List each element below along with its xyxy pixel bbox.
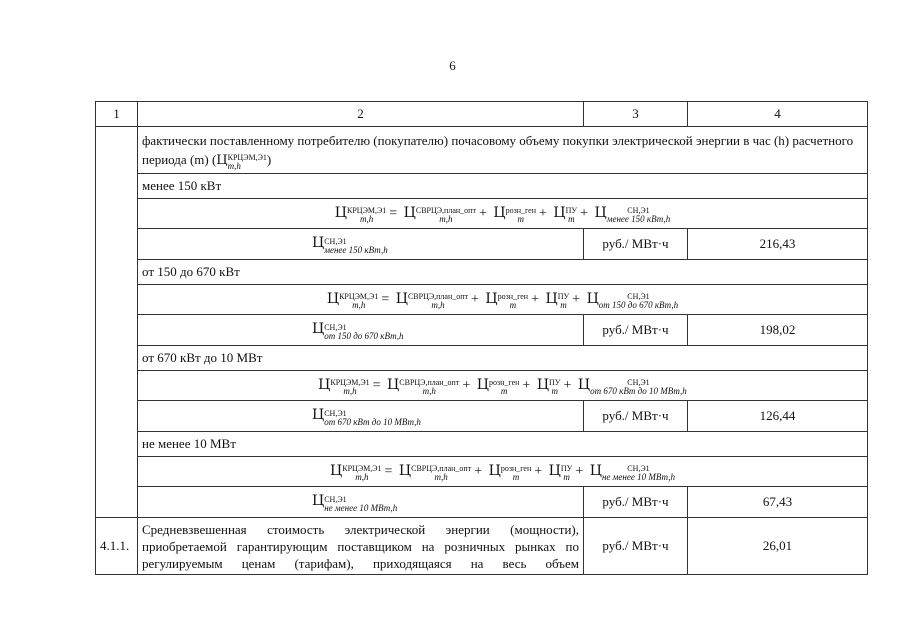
formula-term-2 [485, 290, 529, 311]
intro-symbol: Ц [216, 152, 228, 168]
section-title-row [96, 260, 868, 285]
formula-term-3 [553, 204, 578, 225]
index-sup: СН,Э1 [324, 494, 347, 504]
value-cell: 198,02 [688, 315, 868, 346]
header-col-3: 3 [584, 102, 688, 127]
index-sub: не менее 10 МВт,h [601, 472, 675, 483]
header-col-4: 4 [688, 102, 868, 127]
operator-plus: + [580, 205, 588, 221]
header-col-2: 2 [138, 102, 584, 127]
intro-sub: m,h [227, 161, 241, 172]
final-row-unit: руб./ МВт·ч [584, 518, 688, 575]
section-title-row [96, 174, 868, 199]
index-sub: m,h [439, 214, 453, 225]
index-sub: от 150 до 670 кВт,h [598, 300, 679, 311]
index-sup: СН,Э1 [324, 408, 347, 418]
formula [334, 204, 671, 225]
formula-row [96, 199, 868, 229]
formula-lhs [330, 462, 382, 483]
value-symbol-cell [138, 487, 584, 518]
index-sub: от 670 кВт до 10 МВт,h [324, 416, 421, 427]
index-sub: m [517, 214, 525, 225]
formula-term-1 [398, 462, 472, 483]
price-symbol: Ц [387, 376, 400, 393]
formula [318, 376, 687, 397]
unit-cell: руб./ МВт·ч [584, 229, 688, 260]
formula-term-2 [476, 376, 520, 397]
formula [326, 290, 679, 311]
intro-text-body: фактически поставленному потребителю (покупателю) почасовому объему покупки электрической энергии в час (h) расчетного периода (m) ( [142, 132, 854, 167]
formula-row [96, 285, 868, 315]
index-sup: розн_ген [505, 206, 537, 216]
section-title: не менее 10 МВт [138, 432, 868, 457]
section-title: от 150 до 670 кВт [138, 260, 868, 285]
price-symbol: Ц [312, 321, 325, 338]
price-symbol: Ц [312, 235, 325, 252]
price-symbol: Ц [488, 462, 501, 479]
value-cell: 67,43 [688, 487, 868, 518]
index-sup: СН,Э1 [627, 378, 650, 388]
index-sub: m [509, 300, 517, 311]
section-title: от 670 кВт до 10 МВт [138, 346, 868, 371]
price-symbol: Ц [330, 462, 343, 479]
row-number-cell [96, 127, 138, 518]
operator-plus: + [522, 377, 531, 393]
section-title-row [96, 432, 868, 457]
index-sup: КРЦЭМ,Э1 [347, 206, 387, 216]
formula-term-4 [589, 462, 675, 483]
index-sub: менее 150 кВт,h [606, 214, 671, 225]
formula-term-4 [586, 290, 679, 311]
index-sup: СН,Э1 [627, 206, 650, 216]
formula-lhs [318, 376, 370, 397]
value-symbol [312, 321, 404, 341]
index-sub: от 150 до 670 кВт,h [324, 330, 404, 341]
operator-plus: + [471, 291, 479, 307]
operator-plus: + [474, 463, 483, 479]
price-symbol: Ц [594, 204, 607, 221]
price-symbol: Ц [485, 290, 498, 307]
index-sub: m,h [422, 386, 436, 397]
price-symbol: Ц [536, 376, 550, 393]
value-cell: 216,43 [688, 229, 868, 260]
price-symbol: Ц [326, 290, 340, 307]
operator-plus: + [572, 291, 581, 307]
formula-term-2 [493, 204, 537, 225]
index-sub: m [568, 214, 575, 225]
index-sup: розн_ген [497, 292, 529, 302]
final-row-number: 4.1.1. [96, 518, 138, 575]
price-symbol: Ц [476, 376, 489, 393]
index-sup: розн_ген [500, 464, 532, 474]
index-sup: КРЦЭМ,Э1 [330, 378, 370, 388]
formula-lhs [334, 204, 387, 225]
operator-plus: + [534, 463, 543, 479]
value-row [96, 401, 868, 432]
operator-eq: = [389, 205, 398, 221]
price-symbol: Ц [577, 376, 591, 393]
final-row-description: Средневзвешенная стоимость электрической энергии (мощности), приобретаемой гарантирующим поставщиком на розничных рынках по регулируемым ценам (тарифам), приходящаяся на весь объем [138, 518, 584, 575]
index-sup: СВРЦЭ,план_опт [399, 378, 460, 388]
intro-row [96, 127, 868, 174]
section-title-row [96, 346, 868, 371]
formula-lhs [326, 290, 379, 311]
operator-eq: = [384, 463, 393, 479]
value-row [96, 315, 868, 346]
formula-term-2 [488, 462, 532, 483]
operator-plus: + [539, 205, 547, 221]
index-sub: m [512, 472, 520, 483]
section-title: менее 150 кВт [138, 174, 868, 199]
value-symbol-cell [138, 315, 584, 346]
price-symbol: Ц [586, 290, 599, 307]
index-sup: СН,Э1 [324, 236, 347, 246]
price-symbol: Ц [548, 462, 561, 479]
price-symbol: Ц [553, 204, 566, 221]
index-sub: m [560, 300, 567, 311]
formula-row [96, 457, 868, 487]
value-symbol-cell [138, 401, 584, 432]
value-row [96, 229, 868, 260]
index-sub: m,h [343, 386, 357, 397]
formula-term-1 [395, 290, 469, 311]
index-sub: менее 150 кВт,h [324, 244, 388, 255]
formula-term-3 [536, 376, 561, 397]
price-symbol: Ц [493, 204, 506, 221]
index-sub: m,h [431, 300, 445, 311]
index-sup: СВРЦЭ,план_опт [407, 292, 469, 302]
price-symbol: Ц [395, 290, 408, 307]
price-symbol: Ц [318, 376, 331, 393]
intro-text [138, 127, 868, 174]
price-symbol: Ц [403, 204, 416, 221]
page-number: 6 [449, 58, 456, 73]
index-sub: m [551, 386, 558, 397]
index-sub: не менее 10 МВт,h [324, 502, 398, 513]
formula-term-1 [403, 204, 476, 225]
operator-plus: + [462, 377, 471, 393]
index-sup: СВРЦЭ,план_опт [415, 206, 476, 216]
operator-plus: + [531, 291, 539, 307]
operator-plus: + [575, 463, 584, 479]
unit-cell: руб./ МВт·ч [584, 401, 688, 432]
operator-eq: = [372, 377, 381, 393]
formula-cell [138, 371, 868, 401]
formula-term-4 [577, 376, 687, 397]
formula [330, 462, 675, 483]
value-row [96, 487, 868, 518]
header-col-1: 1 [96, 102, 138, 127]
final-row-value: 26,01 [688, 518, 868, 575]
tariff-table [95, 101, 868, 575]
index-sup: СН,Э1 [324, 322, 347, 332]
index-sub: m [500, 386, 508, 397]
unit-cell: руб./ МВт·ч [584, 315, 688, 346]
unit-cell: руб./ МВт·ч [584, 487, 688, 518]
intro-sup: КРЦЭМ,Э1 [227, 153, 267, 163]
formula-row [96, 371, 868, 401]
formula-term-1 [387, 376, 460, 397]
price-symbol: Ц [589, 462, 602, 479]
index-sub: m,h [352, 300, 366, 311]
index-sup: ПУ [560, 464, 573, 474]
value-symbol [312, 235, 388, 255]
index-sup: розн_ген [488, 378, 520, 388]
index-sup: ПУ [565, 206, 578, 216]
value-symbol-cell [138, 229, 584, 260]
index-sup: КРЦЭМ,Э1 [339, 292, 379, 302]
operator-plus: + [478, 205, 487, 221]
price-symbol: Ц [334, 204, 347, 221]
table-header-row [96, 102, 868, 127]
value-symbol [312, 407, 421, 427]
index-sub: m,h [355, 472, 369, 483]
intro-index [227, 152, 267, 172]
index-sup: ПУ [549, 378, 561, 388]
formula-cell [138, 285, 868, 315]
index-sub: от 670 кВт до 10 МВт,h [590, 386, 687, 397]
price-symbol: Ц [312, 493, 325, 510]
value-symbol [312, 493, 398, 513]
price-symbol: Ц [398, 462, 412, 479]
index-sup: ПУ [557, 292, 570, 302]
operator-eq: = [381, 291, 390, 307]
intro-close: ) [266, 151, 272, 167]
value-cell: 126,44 [688, 401, 868, 432]
final-row [96, 518, 868, 575]
index-sup: КРЦЭМ,Э1 [342, 464, 382, 474]
index-sup: СН,Э1 [627, 292, 650, 302]
formula-term-3 [545, 290, 570, 311]
formula-cell [138, 199, 868, 229]
operator-plus: + [563, 377, 572, 393]
price-symbol: Ц [312, 407, 325, 424]
index-sub: m,h [360, 214, 374, 225]
index-sup: СН,Э1 [627, 464, 650, 474]
price-symbol: Ц [545, 290, 558, 307]
formula-term-3 [548, 462, 573, 483]
formula-term-4 [594, 204, 671, 225]
formula-cell [138, 457, 868, 487]
index-sub: m [563, 472, 570, 483]
index-sub: m,h [434, 472, 448, 483]
index-sup: СВРЦЭ,план_опт [411, 464, 472, 474]
